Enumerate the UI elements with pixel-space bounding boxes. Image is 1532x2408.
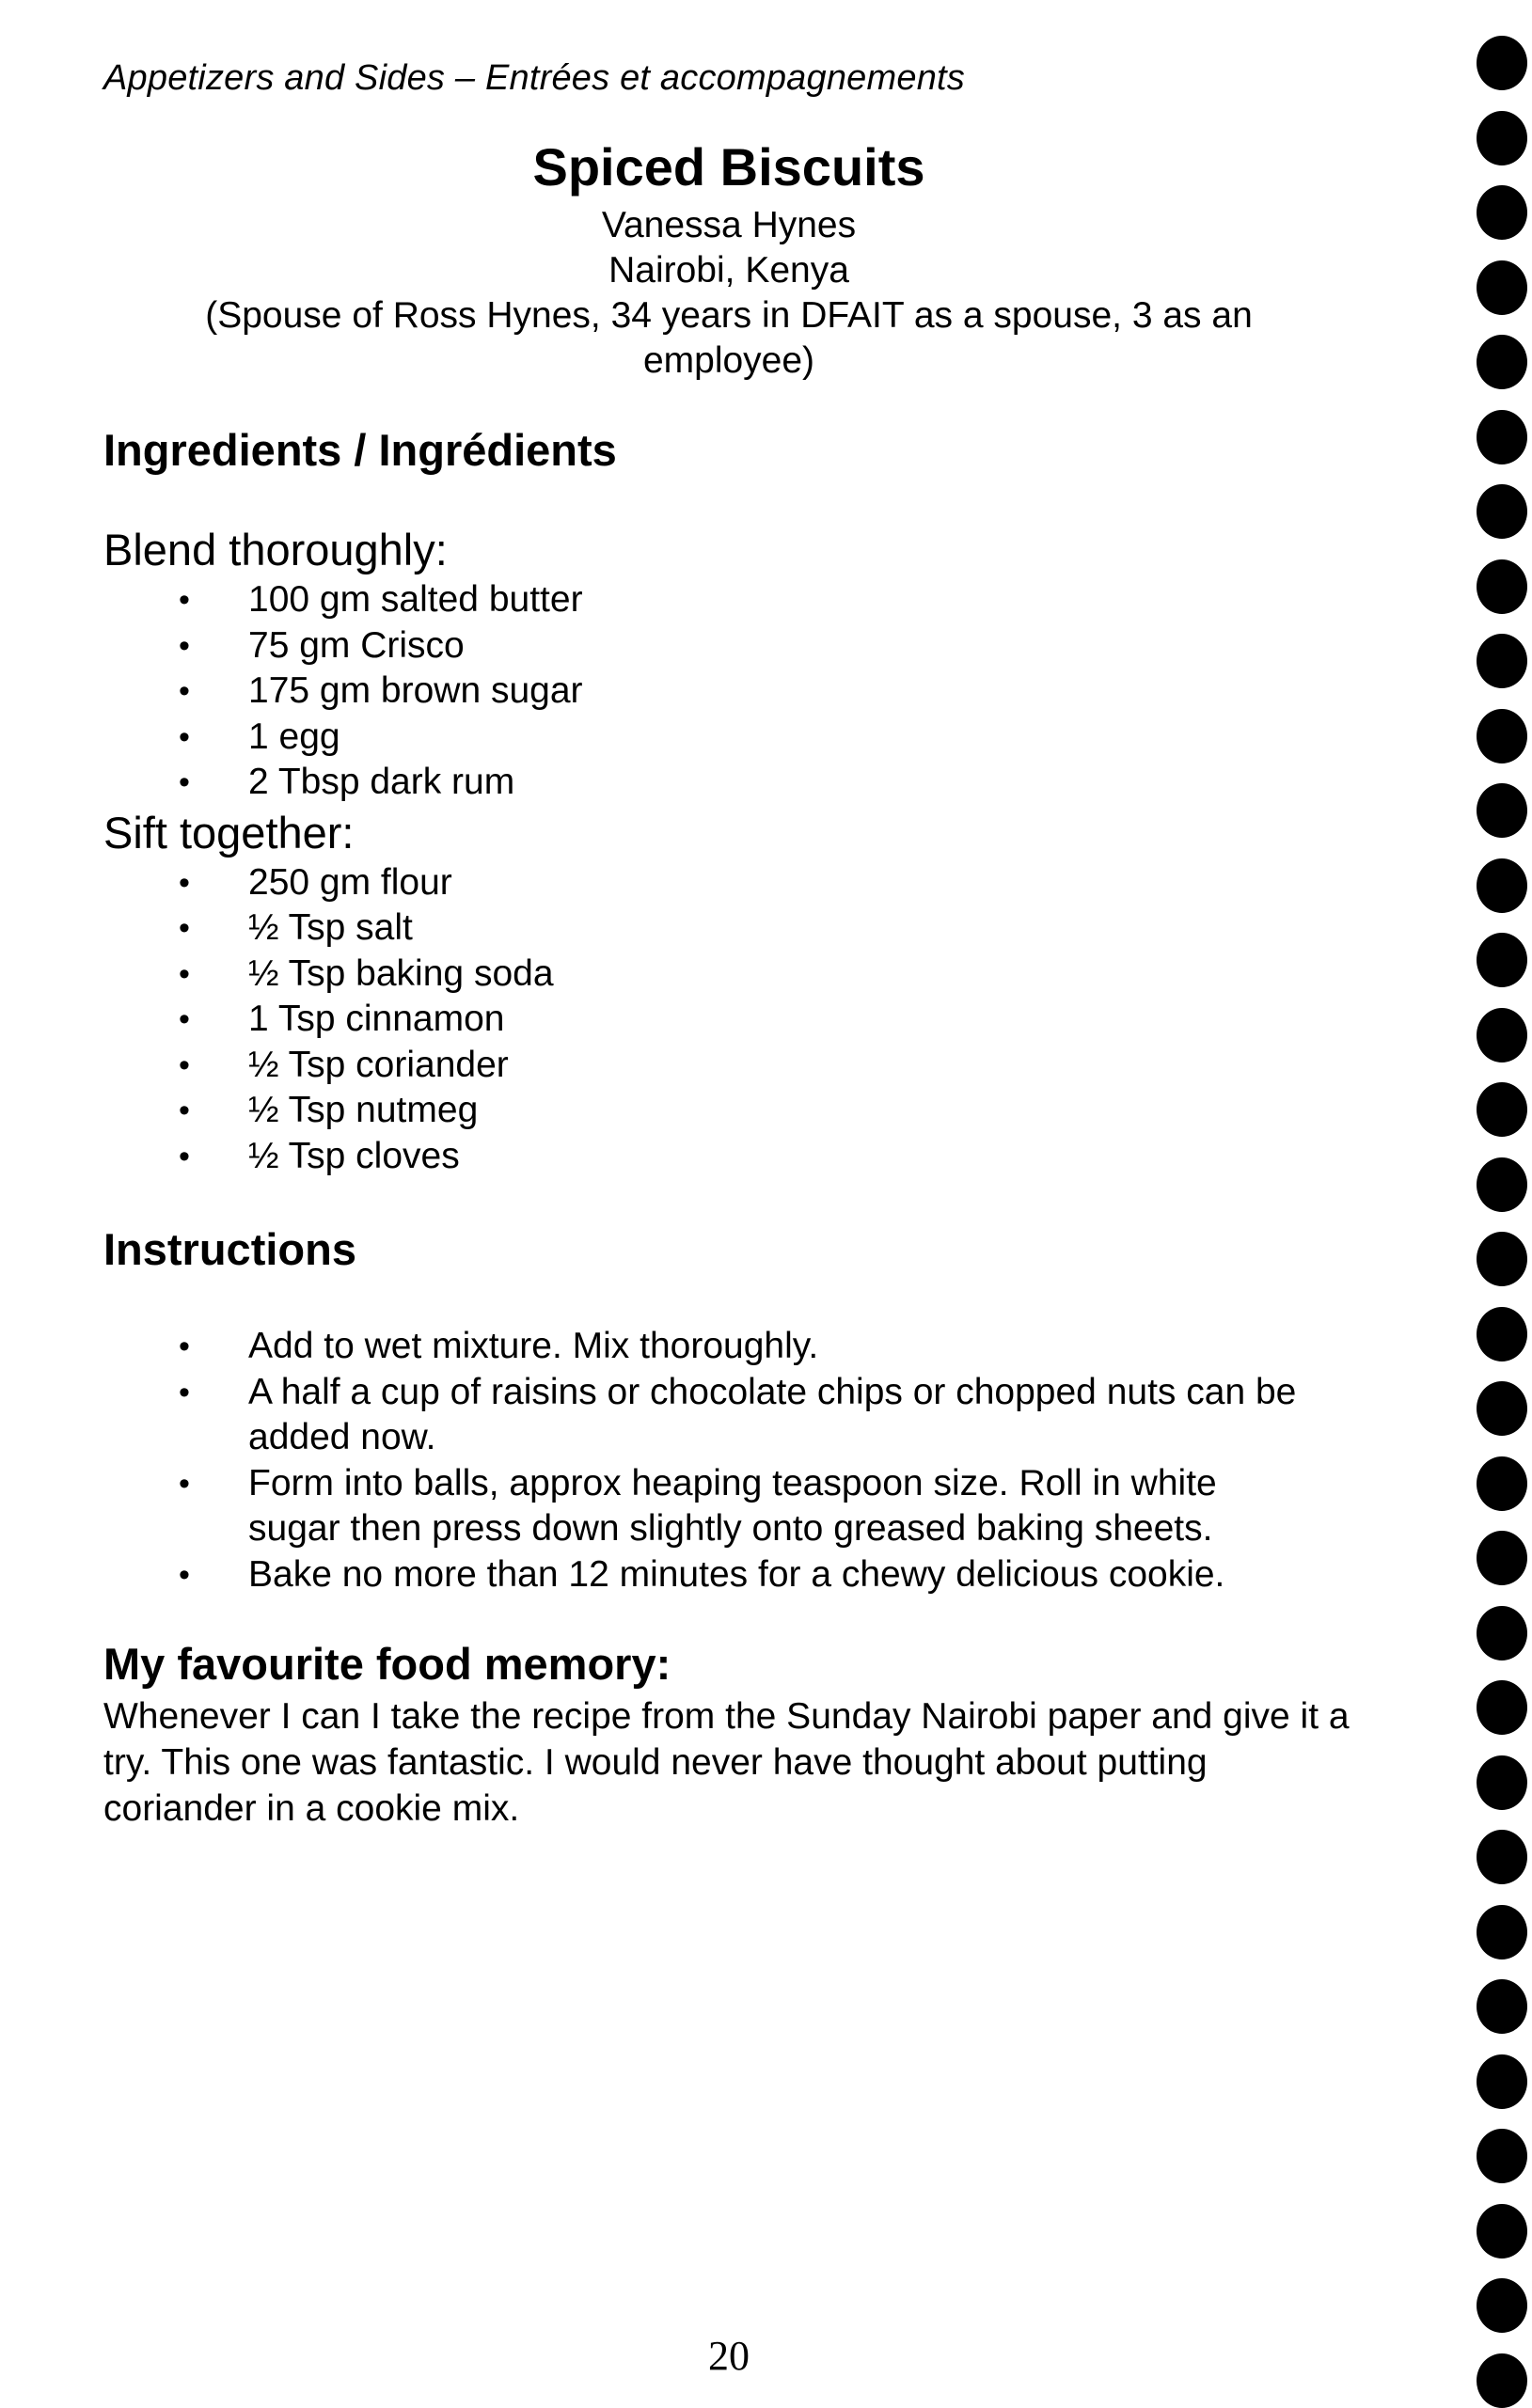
recipe-location: Nairobi, Kenya xyxy=(608,250,849,291)
ingredients-heading: Ingredients / Ingrédients xyxy=(103,425,617,475)
binding-hole xyxy=(1477,410,1527,464)
binding-hole xyxy=(1477,709,1527,763)
bullet-icon: • xyxy=(179,955,190,992)
binding-hole xyxy=(1477,111,1527,165)
ingredient-item: • 100 gm salted butter xyxy=(103,577,1354,623)
ingredient-item: • ½ Tsp salt xyxy=(103,905,1354,952)
binding-hole xyxy=(1477,634,1527,688)
bullet-icon: • xyxy=(179,627,190,664)
binding-hole xyxy=(1477,783,1527,838)
binding-hole xyxy=(1477,933,1527,987)
recipe-content xyxy=(103,421,1354,1832)
bullet-icon: • xyxy=(179,1374,190,1410)
recipe-note-line-2: employee) xyxy=(642,340,815,381)
ingredient-item: • ½ Tsp coriander xyxy=(103,1043,1354,1089)
binding-hole xyxy=(1477,1008,1527,1062)
binding-hole xyxy=(1477,2353,1527,2408)
bullet-icon: • xyxy=(179,1047,190,1083)
ingredient-group-label-blend: Blend thoroughly: xyxy=(103,525,448,574)
ingredient-item: • ½ Tsp baking soda xyxy=(103,952,1354,998)
ingredient-item: • 1 Tsp cinnamon xyxy=(103,997,1354,1043)
ingredient-item: • 175 gm brown sugar xyxy=(103,669,1354,715)
bullet-icon: • xyxy=(179,910,190,946)
ingredient-item: • ½ Tsp nutmeg xyxy=(103,1088,1354,1134)
binding-hole xyxy=(1477,335,1527,389)
title-block xyxy=(141,132,1317,384)
binding-hole xyxy=(1477,2054,1527,2109)
ingredient-list-sift xyxy=(103,860,1354,1180)
binding-hole xyxy=(1477,2278,1527,2333)
bullet-icon: • xyxy=(179,1093,190,1128)
binding-hole xyxy=(1477,1755,1527,1810)
instructions-list xyxy=(103,1324,1354,1597)
binding-hole xyxy=(1477,260,1527,315)
binding-hole xyxy=(1477,2204,1527,2258)
binding-hole xyxy=(1477,2129,1527,2183)
binding-hole xyxy=(1477,1531,1527,1585)
bullet-icon: • xyxy=(179,673,190,709)
ingredient-list-blend xyxy=(103,577,1354,806)
binding-hole xyxy=(1477,1157,1527,1212)
bullet-icon: • xyxy=(179,864,190,901)
ingredient-item: • 1 egg xyxy=(103,715,1354,761)
section-header: Appetizers and Sides – Entrées et accompagnements xyxy=(103,58,965,98)
binding-hole xyxy=(1477,1232,1527,1286)
binding-hole xyxy=(1477,1606,1527,1660)
binding-hole xyxy=(1477,1307,1527,1361)
ingredient-item: • 250 gm flour xyxy=(103,860,1354,906)
bullet-icon: • xyxy=(179,764,190,800)
instructions-heading: Instructions xyxy=(103,1224,356,1274)
binding-hole xyxy=(1477,185,1527,240)
recipe-note-line-1: (Spouse of Ross Hynes, 34 years in DFAIT as a spouse, 3 as an xyxy=(205,295,1253,336)
memory-text: Whenever I can I take the recipe from the Sunday Nairobi paper and give it a try. This one was fantastic. I would never have thought about putting coriander in a cookie mix. xyxy=(103,1696,1350,1829)
binding-hole xyxy=(1477,1456,1527,1511)
binding-hole xyxy=(1477,1381,1527,1436)
binding-hole xyxy=(1477,484,1527,539)
bullet-icon: • xyxy=(179,1329,190,1364)
ingredient-item: • ½ Tsp cloves xyxy=(103,1134,1354,1180)
ingredient-group-label-sift: Sift together: xyxy=(103,807,355,858)
binding-hole xyxy=(1477,1979,1527,2034)
bullet-icon: • xyxy=(179,1001,190,1037)
spiral-binding-holes xyxy=(1477,36,1529,2401)
bullet-icon: • xyxy=(179,582,190,618)
binding-hole xyxy=(1477,1680,1527,1735)
memory-heading: My favourite food memory: xyxy=(103,1639,671,1689)
instruction-step: • Bake no more than 12 minutes for a chewy delicious cookie. xyxy=(103,1552,1354,1598)
instruction-step: • Add to wet mixture. Mix thoroughly. xyxy=(103,1324,1354,1370)
binding-hole xyxy=(1477,1082,1527,1137)
binding-hole xyxy=(1477,559,1527,614)
binding-hole xyxy=(1477,36,1527,90)
instruction-step: • Form into balls, approx heaping teaspoon size. Roll in white sugar then press down slightly onto greased baking sheets. xyxy=(179,1462,1217,1549)
binding-hole xyxy=(1477,1905,1527,1959)
page-number: 20 xyxy=(708,2333,750,2379)
bullet-icon: • xyxy=(179,1465,190,1502)
recipe-title: Spiced Biscuits xyxy=(532,137,925,197)
bullet-icon: • xyxy=(179,1138,190,1174)
instruction-step: • A half a cup of raisins or chocolate chips or chopped nuts can be added now. xyxy=(179,1371,1297,1457)
ingredient-item: • 75 gm Crisco xyxy=(103,623,1354,669)
ingredient-item: • 2 Tbsp dark rum xyxy=(103,760,1354,806)
binding-hole xyxy=(1477,858,1527,913)
recipe-author: Vanessa Hynes xyxy=(601,205,857,245)
bullet-icon: • xyxy=(179,1556,190,1593)
binding-hole xyxy=(1477,1830,1527,1884)
bullet-icon: • xyxy=(179,718,190,755)
